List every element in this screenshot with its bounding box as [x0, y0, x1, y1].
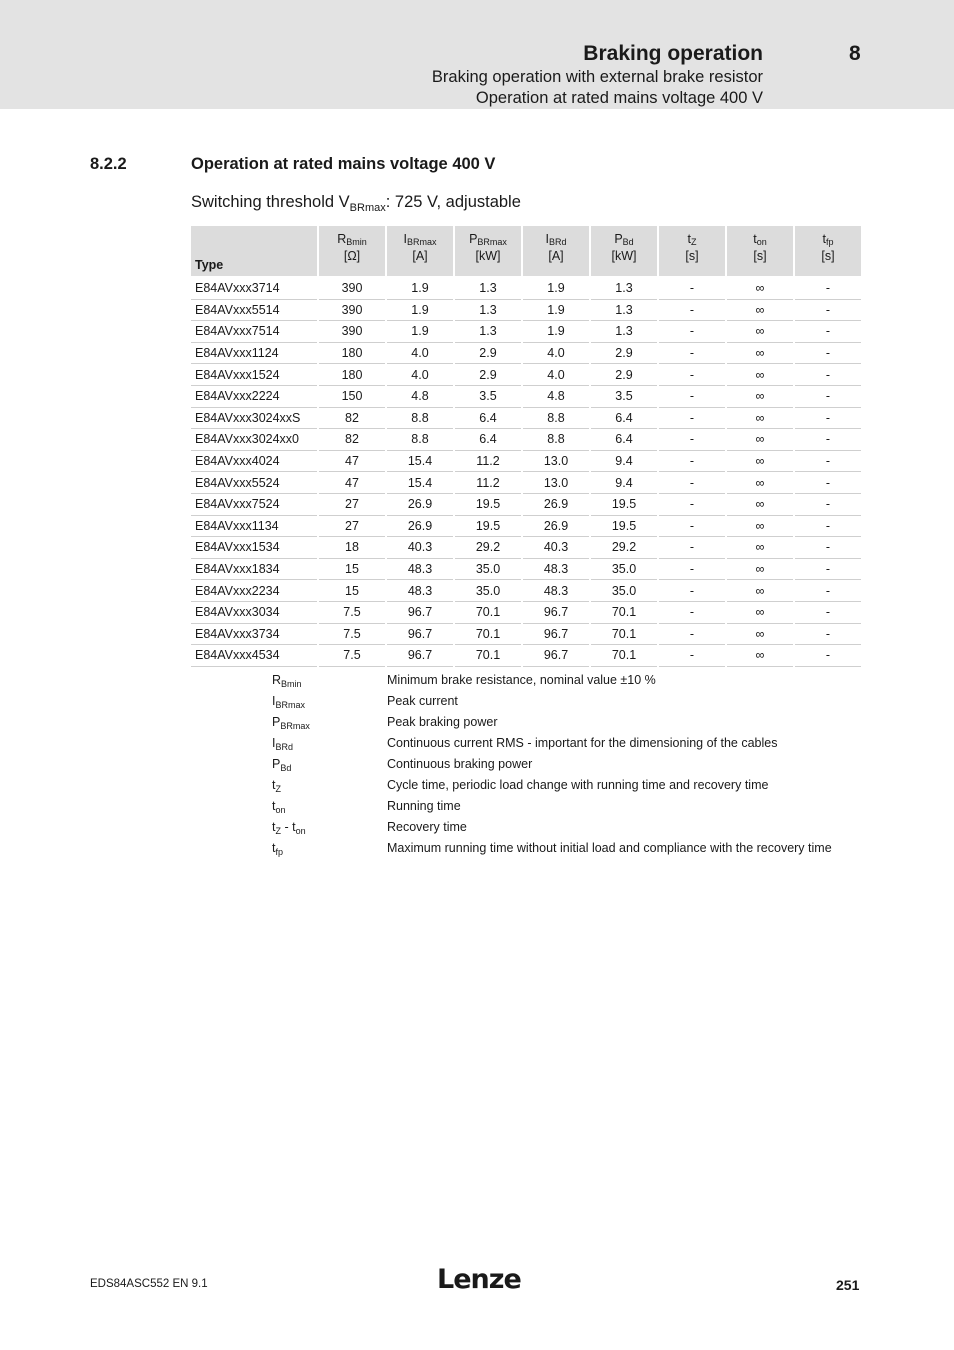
cell-value: 15.4 [386, 472, 454, 494]
table-row [191, 321, 862, 343]
lenze-logo: Lenze [437, 1264, 521, 1295]
cell-value: - [658, 645, 726, 667]
symbol-legend [272, 672, 865, 861]
legend-row [272, 756, 865, 777]
cell-value: 4.0 [522, 342, 590, 364]
cell-value: ∞ [726, 580, 794, 602]
column-header-symbol: $P_{BRmax}$ [kW] [469, 232, 507, 263]
table-body [191, 276, 862, 666]
cell-value: 180 [318, 364, 386, 386]
legend-description: Peak current [387, 694, 458, 708]
cell-value: 13.0 [522, 472, 590, 494]
cell-value: ∞ [726, 364, 794, 386]
table-row [191, 580, 862, 602]
table-row [191, 342, 862, 364]
switching-threshold [191, 193, 521, 214]
page-number: 251 [836, 1277, 860, 1293]
cell-value: ∞ [726, 407, 794, 429]
cell-value: - [794, 299, 862, 321]
cell-value: 13.0 [522, 450, 590, 472]
cell-value: 19.5 [454, 515, 522, 537]
cell-value: 48.3 [386, 558, 454, 580]
cell-value: 8.8 [522, 407, 590, 429]
cell-value: - [658, 472, 726, 494]
cell-value: 35.0 [590, 558, 658, 580]
legend-row [272, 672, 865, 693]
cell-value: - [658, 601, 726, 623]
cell-value: 1.3 [590, 321, 658, 343]
cell-value: ∞ [726, 601, 794, 623]
cell-value: 70.1 [454, 645, 522, 667]
cell-value: 1.3 [590, 299, 658, 321]
legend-row [272, 735, 865, 756]
legend-row [272, 777, 865, 798]
cell-value: 4.8 [386, 385, 454, 407]
cell-value: 1.3 [454, 276, 522, 299]
cell-value: - [658, 623, 726, 645]
cell-type: E84AVxxx1524 [191, 364, 318, 386]
cell-value: 70.1 [590, 623, 658, 645]
cell-value: ∞ [726, 472, 794, 494]
cell-value: 7.5 [318, 601, 386, 623]
cell-value: - [794, 450, 862, 472]
cell-value: - [794, 472, 862, 494]
cell-value: - [794, 276, 862, 299]
cell-value: - [658, 276, 726, 299]
column-header-symbol: $I_{BRmax}$ [A] [403, 232, 437, 263]
cell-value: - [794, 385, 862, 407]
column-header [318, 226, 386, 276]
cell-value: 1.9 [522, 321, 590, 343]
header-subtitle-2: Operation at rated mains voltage 400 V [475, 89, 763, 107]
cell-value: 96.7 [386, 623, 454, 645]
braking-data-table [191, 226, 863, 667]
cell-value: 2.9 [590, 342, 658, 364]
cell-value: 40.3 [386, 537, 454, 559]
legend-symbol: $P_{Bd}$ [272, 757, 292, 773]
column-header-symbol: $R_{Bmin}$ [Ω] [337, 232, 367, 263]
cell-value: ∞ [726, 321, 794, 343]
table-row [191, 601, 862, 623]
cell-value: 35.0 [454, 580, 522, 602]
threshold-subscript: BRmax [349, 202, 386, 214]
cell-value: 1.3 [590, 276, 658, 299]
cell-type: E84AVxxx3024xxS [191, 407, 318, 429]
cell-type: E84AVxxx7514 [191, 321, 318, 343]
cell-value: - [794, 493, 862, 515]
cell-value: ∞ [726, 450, 794, 472]
cell-type: E84AVxxx4534 [191, 645, 318, 667]
cell-value: 8.8 [386, 429, 454, 451]
cell-value: 70.1 [454, 601, 522, 623]
cell-value: - [658, 407, 726, 429]
table-row [191, 558, 862, 580]
table-row [191, 450, 862, 472]
column-header [522, 226, 590, 276]
cell-value: 15.4 [386, 450, 454, 472]
column-header [658, 226, 726, 276]
legend-symbol: $P_{BRmax}$ [272, 715, 310, 731]
column-header [794, 226, 862, 276]
cell-value: 1.9 [386, 299, 454, 321]
cell-value: 26.9 [522, 493, 590, 515]
table-row [191, 515, 862, 537]
cell-value: - [658, 385, 726, 407]
cell-type: E84AVxxx1124 [191, 342, 318, 364]
legend-description: Recovery time [387, 820, 467, 834]
cell-value: 1.9 [386, 276, 454, 299]
cell-value: 2.9 [590, 364, 658, 386]
legend-symbol: $R_{Bmin}$ [272, 673, 302, 689]
legend-description: Running time [387, 799, 461, 813]
cell-value: - [658, 429, 726, 451]
cell-value: 70.1 [454, 623, 522, 645]
cell-value: 3.5 [590, 385, 658, 407]
cell-value: 48.3 [522, 580, 590, 602]
cell-type: E84AVxxx1834 [191, 558, 318, 580]
table-row [191, 537, 862, 559]
cell-value: 26.9 [386, 515, 454, 537]
cell-value: 6.4 [454, 429, 522, 451]
cell-value: 4.8 [522, 385, 590, 407]
cell-value: 70.1 [590, 645, 658, 667]
legend-description: Continuous braking power [387, 757, 533, 771]
cell-value: ∞ [726, 429, 794, 451]
cell-value: 15 [318, 580, 386, 602]
cell-value: 27 [318, 493, 386, 515]
cell-type: E84AVxxx5524 [191, 472, 318, 494]
cell-value: 4.0 [386, 364, 454, 386]
cell-value: - [658, 580, 726, 602]
cell-value: 18 [318, 537, 386, 559]
chapter-number: 8 [849, 42, 861, 65]
legend-symbol: $t_Z - t_{on}$ [272, 820, 306, 836]
cell-value: 1.3 [454, 321, 522, 343]
column-header-type: Type [191, 226, 318, 276]
cell-value: - [658, 321, 726, 343]
cell-value: 2.9 [454, 364, 522, 386]
cell-value: ∞ [726, 493, 794, 515]
cell-value: ∞ [726, 645, 794, 667]
cell-type: E84AVxxx7524 [191, 493, 318, 515]
cell-value: 19.5 [454, 493, 522, 515]
cell-value: - [658, 493, 726, 515]
column-header [590, 226, 658, 276]
cell-value: 82 [318, 429, 386, 451]
cell-value: 26.9 [522, 515, 590, 537]
legend-row [272, 840, 865, 861]
cell-type: E84AVxxx3734 [191, 623, 318, 645]
cell-value: 82 [318, 407, 386, 429]
cell-value: ∞ [726, 623, 794, 645]
legend-description: Cycle time, periodic load change with running time and recovery time [387, 778, 769, 792]
column-header-symbol: $P_{Bd}$ [kW] [611, 232, 637, 263]
cell-value: 26.9 [386, 493, 454, 515]
cell-value: 70.1 [590, 601, 658, 623]
threshold-prefix: Switching threshold V [191, 193, 350, 211]
cell-value: - [794, 601, 862, 623]
table-row [191, 407, 862, 429]
table-row [191, 385, 862, 407]
cell-value: 48.3 [522, 558, 590, 580]
cell-type: E84AVxxx5514 [191, 299, 318, 321]
cell-value: 1.9 [386, 321, 454, 343]
cell-value: 9.4 [590, 450, 658, 472]
cell-value: - [794, 558, 862, 580]
cell-value: ∞ [726, 515, 794, 537]
cell-value: 1.9 [522, 276, 590, 299]
cell-value: - [794, 364, 862, 386]
cell-value: ∞ [726, 537, 794, 559]
column-header [726, 226, 794, 276]
table-row [191, 493, 862, 515]
legend-description: Peak braking power [387, 715, 498, 729]
column-header-symbol: $I_{BRd}$ [A] [545, 232, 567, 263]
cell-value: - [658, 342, 726, 364]
cell-value: 19.5 [590, 493, 658, 515]
cell-value: 7.5 [318, 645, 386, 667]
cell-value: 27 [318, 515, 386, 537]
legend-symbol: $I_{BRmax}$ [272, 694, 305, 710]
cell-value: - [658, 558, 726, 580]
threshold-suffix: : 725 V, adjustable [385, 193, 521, 211]
cell-type: E84AVxxx3024xx0 [191, 429, 318, 451]
cell-value: 29.2 [454, 537, 522, 559]
cell-value: - [794, 342, 862, 364]
cell-value: - [658, 537, 726, 559]
cell-type: E84AVxxx3034 [191, 601, 318, 623]
section-title: Operation at rated mains voltage 400 V [191, 155, 496, 173]
column-header-symbol: $t_{on}$ [s] [753, 232, 767, 263]
cell-value: - [794, 515, 862, 537]
cell-type: E84AVxxx1534 [191, 537, 318, 559]
cell-value: - [794, 537, 862, 559]
table-row [191, 429, 862, 451]
cell-value: - [658, 450, 726, 472]
cell-value: 48.3 [386, 580, 454, 602]
cell-value: 6.4 [590, 407, 658, 429]
cell-value: 47 [318, 472, 386, 494]
cell-value: 4.0 [386, 342, 454, 364]
cell-value: - [794, 580, 862, 602]
cell-value: 3.5 [454, 385, 522, 407]
cell-type: E84AVxxx4024 [191, 450, 318, 472]
column-header [386, 226, 454, 276]
legend-description: Maximum running time without initial load and compliance with the recovery time [387, 841, 832, 855]
cell-value: 1.3 [454, 299, 522, 321]
table-header-row [191, 226, 862, 276]
cell-value: - [658, 364, 726, 386]
cell-value: 29.2 [590, 537, 658, 559]
cell-value: 150 [318, 385, 386, 407]
cell-value: 1.9 [522, 299, 590, 321]
cell-value: 390 [318, 299, 386, 321]
document-id: EDS84ASC552 EN 9.1 [90, 1278, 208, 1290]
cell-value: ∞ [726, 342, 794, 364]
legend-symbol: $t_Z$ [272, 778, 281, 794]
cell-value: 15 [318, 558, 386, 580]
cell-value: 2.9 [454, 342, 522, 364]
table-row [191, 472, 862, 494]
table-row [191, 276, 862, 299]
cell-value: 96.7 [386, 645, 454, 667]
table-row [191, 299, 862, 321]
legend-symbol: $I_{BRd}$ [272, 736, 293, 752]
legend-row [272, 714, 865, 735]
cell-value: 390 [318, 321, 386, 343]
cell-value: - [658, 299, 726, 321]
cell-value: 35.0 [454, 558, 522, 580]
cell-value: ∞ [726, 276, 794, 299]
cell-value: - [794, 645, 862, 667]
cell-value: 19.5 [590, 515, 658, 537]
column-header-symbol: $t_Z$ [s] [685, 232, 699, 263]
table-row [191, 645, 862, 667]
cell-value: 96.7 [522, 645, 590, 667]
section-number: 8.2.2 [90, 155, 127, 173]
cell-type: E84AVxxx1134 [191, 515, 318, 537]
cell-value: - [794, 321, 862, 343]
cell-value: 4.0 [522, 364, 590, 386]
cell-value: 7.5 [318, 623, 386, 645]
cell-value: 11.2 [454, 472, 522, 494]
cell-value: 6.4 [454, 407, 522, 429]
cell-value: ∞ [726, 385, 794, 407]
cell-value: - [794, 407, 862, 429]
cell-value: 390 [318, 276, 386, 299]
cell-value: 96.7 [522, 623, 590, 645]
cell-value: 47 [318, 450, 386, 472]
column-header [454, 226, 522, 276]
cell-value: ∞ [726, 558, 794, 580]
cell-type: E84AVxxx2234 [191, 580, 318, 602]
cell-value: 40.3 [522, 537, 590, 559]
cell-value: ∞ [726, 299, 794, 321]
cell-value: 96.7 [386, 601, 454, 623]
legend-row [272, 798, 865, 819]
legend-description: Continuous current RMS - important for the dimensioning of the cables [387, 736, 778, 750]
cell-value: 96.7 [522, 601, 590, 623]
legend-symbol: $t_{fp}$ [272, 841, 283, 857]
table-row [191, 364, 862, 386]
cell-value: - [658, 515, 726, 537]
cell-value: 180 [318, 342, 386, 364]
table-row [191, 623, 862, 645]
cell-value: 8.8 [386, 407, 454, 429]
legend-symbol: $t_{on}$ [272, 799, 286, 815]
legend-description: Minimum brake resistance, nominal value ±10 % [387, 673, 656, 687]
cell-value: 9.4 [590, 472, 658, 494]
cell-value: - [794, 429, 862, 451]
column-header-symbol: $t_{fp}$ [s] [821, 232, 835, 263]
cell-type: E84AVxxx2224 [191, 385, 318, 407]
cell-value: - [794, 623, 862, 645]
cell-value: 35.0 [590, 580, 658, 602]
cell-value: 11.2 [454, 450, 522, 472]
legend-row [272, 819, 865, 840]
chapter-title: Braking operation [583, 42, 763, 65]
cell-type: E84AVxxx3714 [191, 276, 318, 299]
cell-value: 8.8 [522, 429, 590, 451]
legend-row [272, 693, 865, 714]
cell-value: 6.4 [590, 429, 658, 451]
header-subtitle: Braking operation with external brake resistor [431, 68, 763, 86]
